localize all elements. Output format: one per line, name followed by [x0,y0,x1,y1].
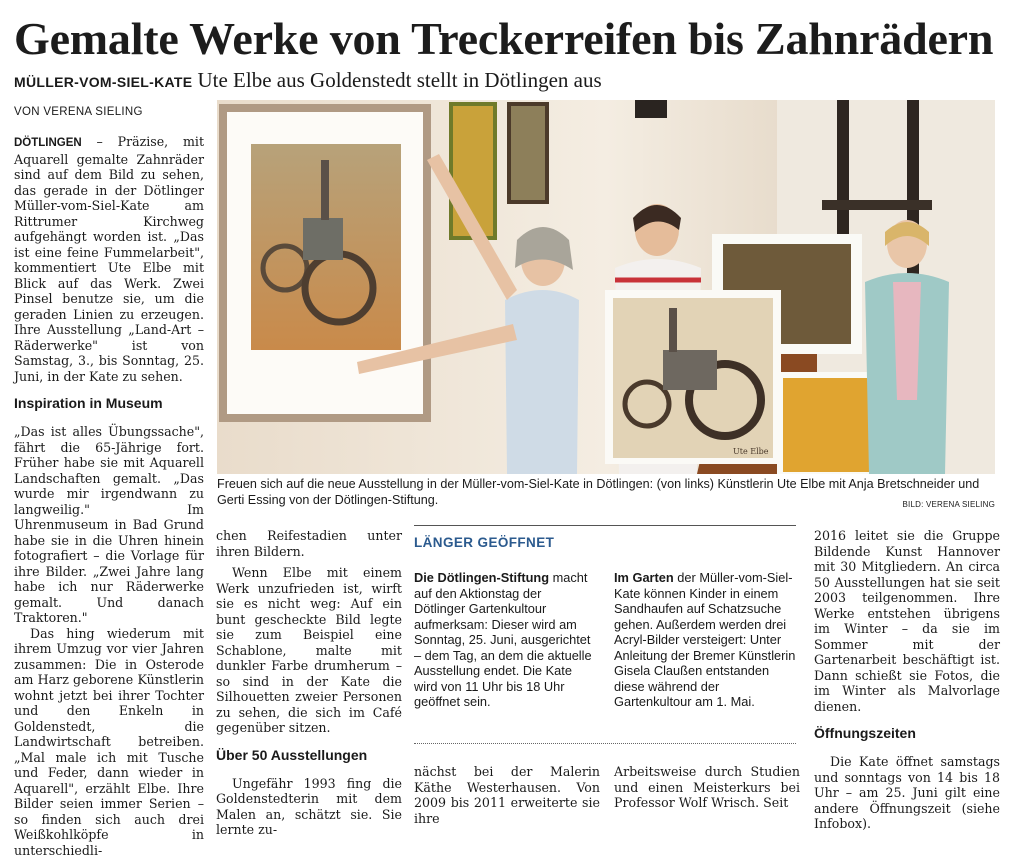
photo-caption: Freuen sich auf die neue Ausstellung in der Müller-vom-Siel-Kate in Dötlingen: (von links) Künstlerin Ute Elbe mit Anja Bretschneider und Gerti Essing von der Dötlingen-Stiftung. [217,477,995,508]
article-photo [217,100,995,474]
column-3-bottom: nächst bei der Malerin Käthe Westerhausen. Von 2009 bis 2011 erweiterte sie ihre [414,764,600,826]
paragraph: „Das ist alles Übungssache", fährt die 65-Jährige fort. Früher habe sie mit Aquarell Landschaften gemalt. „Das wurde mir irgendwann zu langweilig." Im Uhrenmuseum in Bad Grund habe sie in die Uhren hinein fotografiert – die Vorlage für ihre Bilder. „Zwei Jahre lang habe ich nur Räderwerke gemalt. Und danach Traktoren." [14,424,204,626]
infobox-heading: LÄNGER GEÖFFNET [414,535,554,550]
photo-credit: BILD: VERENA SIELING [903,500,995,509]
infobox-bottom-rule [414,743,796,744]
paragraph: 2016 leitet sie die Gruppe Bildende Kunst Hannover mit 30 Mitgliedern. An circa 50 Ausstellungen hat sie seit 2003 teilgenommen. Ihre Werke entstehen übrigens im Winter – da sie im Sommer mit der Gartenarbeit beschäftigt ist. Dann schießt sie Fotos, die im Winter als Malvorlage dienen. [814,528,1000,714]
kicker: MÜLLER-VOM-SIEL-KATE [14,74,192,90]
infobox-left: Die Dötlingen-Stiftung macht auf den Aktionstag der Dötlinger Gartenkultour aufmerksam: Dieser wird am Sonntag, 25. Juni, ausgerichtet – dem Tag, an dem die aktuelle Ausstellung endet. Die Kate wird von 11 Uhr bis 18 Uhr geöffnet sein. [414,570,596,710]
paragraph: Ungefähr 1993 fing die Goldenstedterin mit dem Malen an, schätzt sie. Sie lernte zu- [216,776,402,838]
paragraph: Die Kate öffnet samstags und sonntags von 14 bis 18 Uhr – am 25. Juni gilt eine andere Öffnungszeit (siehe Infobox). [814,754,1000,832]
paragraph: chen Reifestadien unter ihren Bildern. [216,528,402,559]
section-heading-exhibitions: Über 50 Ausstellungen [216,746,402,764]
infobox-top-rule [414,525,796,526]
subline [14,68,602,93]
column-5 [814,528,1000,832]
paragraph: Wenn Elbe mit einem Werk unzufrieden ist, wirft sie es nicht weg: Auf ein bunt gescheckte Bild legte sie zum Beispiel eine Schablone, malte mit dunkler Farbe drumherum – so sind in der Kate die Silhouetten zweier Personen zu sehen, die sich im Café gegenüber sitzen. [216,565,402,736]
infobox-left-lead: Die Dötlingen-Stiftung [414,570,549,585]
infobox-right: Im Garten der Müller-vom-Siel-Kate können Kinder in einem Sandhaufen auf Schatzsuche gehen. Außerdem werden drei Acryl-Bilder versteigert: Unter Anleitung der Bremer Künstlerin Gisela Claußen entstanden diese während der Gartenkultour am 1. Mai. [614,570,796,710]
byline: VON VERENA SIELING [14,106,143,118]
article-headline: Gemalte Werke von Treckerreifen bis Zahnrädern [14,12,993,66]
column-4-bottom: Arbeitsweise durch Studien und einen Meisterkurs bei Professor Wolf Wrisch. Seit [614,764,800,811]
infobox-right-lead: Im Garten [614,570,674,585]
paragraph: Das hing wiederum mit ihrem Umzug vor vier Jahren zusammen: Die in Osterode am Harz geborene Künstlerin wohnt jetzt bei ihrer Tochter und den Enkeln in Goldenstedt, die Landwirtschaft betreiben. „Mal male ich mit Tusche und Feder, dann wieder in Aquarell", erzählt Elbe. Ihre Bilder seien immer Serien – so finden sich auch drei Weißkohlköpfe in unterschiedli- [14,626,204,858]
painting-signature: Ute Elbe [733,447,769,456]
subtitle: Ute Elbe aus Goldenstedt stellt in Dötlingen aus [197,68,601,92]
column-2 [216,528,402,838]
dateline: DÖTLINGEN [14,137,82,149]
photo-illustration [217,100,995,474]
intro-paragraph: DÖTLINGEN – Präzise, mit Aquarell gemalte Zahnräder sind auf dem Bild zu sehen, das gerade in der Dötlinger Müller-vom-Siel-Kate am Rittrumer Kirchweg aufgehängt worden ist. „Das ist eine feine Fummelarbeit", kommentiert Ute Elbe mit Blick auf das Werk. Zwei Pinsel benutze sie, um die geraden Linien zu erzeugen. Ihre Ausstellung „Land-Art – Räderwerke" ist von Samstag, 3., bis Sonntag, 25. Juni, in der Kate zu sehen. [14,134,204,384]
column-1 [14,134,204,858]
section-heading-inspiration: Inspiration in Museum [14,394,204,412]
section-heading-hours: Öffnungszeiten [814,724,1000,742]
